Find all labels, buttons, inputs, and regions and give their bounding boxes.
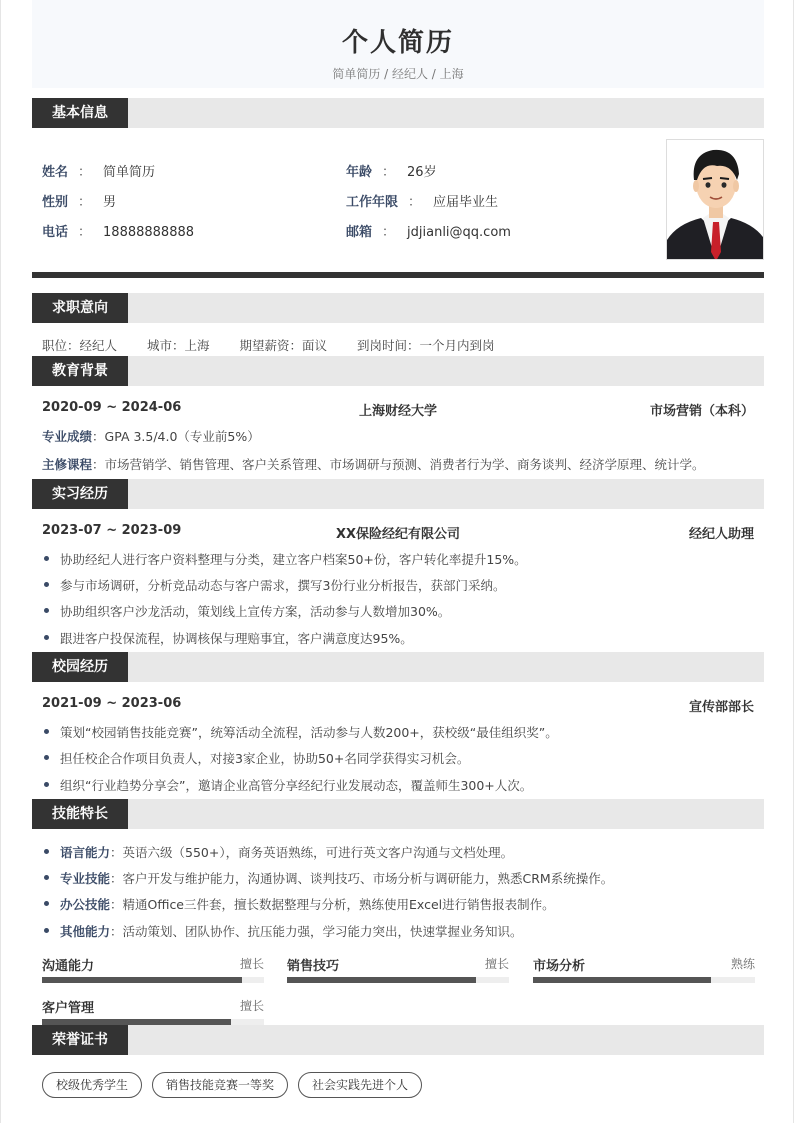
skill-label: 专业技能 [60,871,111,886]
skill-bar-name: 沟通能力 [42,959,95,974]
name-value: 简单简历 [103,165,156,180]
skill-item [42,869,613,887]
gpa-value: ：GPA 3.5/4.0（专业前5%） [92,429,260,444]
gender-row [42,191,116,210]
age-value: 26岁 [407,165,437,180]
section-education [32,356,764,386]
page-title: 个人简历 [341,28,454,58]
skill-bar-track [42,977,264,983]
skill-label: 语言能力 [60,845,111,860]
avatar-illustration [667,140,764,260]
skill-text: ：客户开发与维护能力，沟通协调、谈判技巧、市场分析与调研能力，熟悉CRM系统操作。 [110,871,614,886]
section-title: 校园经历 [32,652,128,682]
skill-bar-fill [287,977,476,983]
skill-bar-level: 擅长 [239,999,264,1013]
page-subtitle: 简单简历 / 经纪人 / 上海 [332,67,464,81]
list-item: 跟进客户投保流程，协调核保与理赔事宜，客户满意度达95%。 [42,629,413,647]
colon: ： [78,195,92,210]
section-job-intent [32,293,764,323]
education-major: 市场营销（本科） [649,404,754,419]
list-item: 协助经纪人进行客户资料整理与分类，建立客户档案50+份，客户转化率提升15%。 [42,550,527,568]
skill-bar-fill [533,977,711,983]
education-school: 上海财经大学 [358,404,437,419]
skill-item [42,895,555,913]
skill-item [42,843,513,861]
phone-label: 电话 [42,225,69,240]
internship-header [42,523,754,543]
name-row [42,161,155,180]
skill-bar-name: 销售技巧 [287,959,340,974]
divider [32,272,764,278]
skill-bar-name: 客户管理 [42,1001,95,1016]
list-item: 参与市场调研，分析竞品动态与客户需求，撰写3份行业分析报告，获部门采纳。 [42,576,505,594]
skill-bar [533,955,755,985]
section-title: 实习经历 [32,479,128,509]
phone-row [42,221,194,240]
skill-label: 办公技能 [60,897,111,912]
skill-bar-name: 市场分析 [533,959,586,974]
section-basic-info [32,98,764,128]
years-row [346,191,498,210]
intent-position: 职位：经纪人 [42,338,118,353]
section-title: 基本信息 [32,98,128,128]
colon: ： [78,165,92,180]
education-gpa [42,427,260,445]
list-item: 协助组织客户沙龙活动，策划线上宣传方案，活动参与人数增加30%。 [42,602,450,620]
campus-role: 宣传部部长 [688,700,754,715]
skill-bar [287,955,509,985]
gender-label: 性别 [42,195,69,210]
resume-header [32,0,764,88]
section-title: 求职意向 [32,293,128,323]
intent-arrival: 到岗时间：一个月内到岗 [357,338,495,353]
avatar [666,139,764,260]
section-skills [32,799,764,829]
internship-period: 2023-07 ~ 2023-09 [42,523,182,538]
skill-bar-level: 擅长 [239,957,264,971]
skill-bar-level: 擅长 [484,957,509,971]
list-item: 策划“校园销售技能竞赛”，统筹活动全流程，活动参与人数200+，获校级“最佳组织奖”。 [42,723,558,741]
skill-bar [42,997,264,1027]
section-title: 技能特长 [32,799,128,829]
list-item: 组织“行业趋势分享会”，邀请企业高管分享经纪行业发展动态，覆盖师生300+人次。 [42,776,532,794]
colon: ： [382,225,396,240]
skill-bar [42,955,264,985]
skill-bar-track [287,977,509,983]
courses-value: ：市场营销学、销售管理、客户关系管理、市场调研与预测、消费者行为学、商务谈判、经济学原理、统计学。 [92,457,705,472]
internship-company: XX保险经纪有限公司 [335,527,461,542]
colon: ： [382,165,396,180]
education-header [42,400,754,420]
skill-bar-track [533,977,755,983]
skill-bar-fill [42,977,242,983]
intent-city: 城市：上海 [147,338,210,353]
email-value: jdjianli@qq.com [407,225,511,240]
campus-period: 2021-09 ~ 2023-06 [42,696,182,711]
education-courses [42,455,705,473]
skill-bar-level: 熟练 [730,957,755,971]
section-honors [32,1025,764,1055]
honor-tag: 销售技能竞赛一等奖 [152,1072,288,1098]
years-label: 工作年限 [346,195,399,210]
courses-label: 主修课程 [42,457,93,472]
job-intent-row [42,336,495,354]
skill-text: ：活动策划、团队协作、抗压能力强，学习能力突出，快速掌握业务知识。 [110,924,523,939]
name-label: 姓名 [42,165,69,180]
gender-value: 男 [103,195,117,210]
campus-header [42,696,754,716]
skill-item [42,922,523,940]
honor-tag: 校级优秀学生 [42,1072,142,1098]
colon: ： [408,195,422,210]
section-internship [32,479,764,509]
skill-text: ：精通Office三件套，擅长数据整理与分析，熟练使用Excel进行销售报表制作。 [110,897,555,912]
education-period: 2020-09 ~ 2024-06 [42,400,182,415]
phone-value: 18888888888 [103,225,195,240]
skill-label: 其他能力 [60,924,111,939]
colon: ： [78,225,92,240]
email-label: 邮箱 [346,225,373,240]
gpa-label: 专业成绩 [42,429,93,444]
section-title: 荣誉证书 [32,1025,128,1055]
section-title: 教育背景 [32,356,128,386]
age-label: 年龄 [346,165,373,180]
internship-role: 经纪人助理 [688,527,754,542]
years-value: 应届毕业生 [433,195,499,210]
honor-tag: 社会实践先进个人 [298,1072,422,1098]
email-row [346,221,511,240]
age-row [346,161,437,180]
skill-text: ：英语六级（550+），商务英语熟练，可进行英文客户沟通与文档处理。 [110,845,514,860]
section-campus [32,652,764,682]
list-item: 担任校企合作项目负责人，对接3家企业，协助50+名同学获得实习机会。 [42,749,469,767]
intent-salary: 期望薪资：面议 [239,338,328,353]
